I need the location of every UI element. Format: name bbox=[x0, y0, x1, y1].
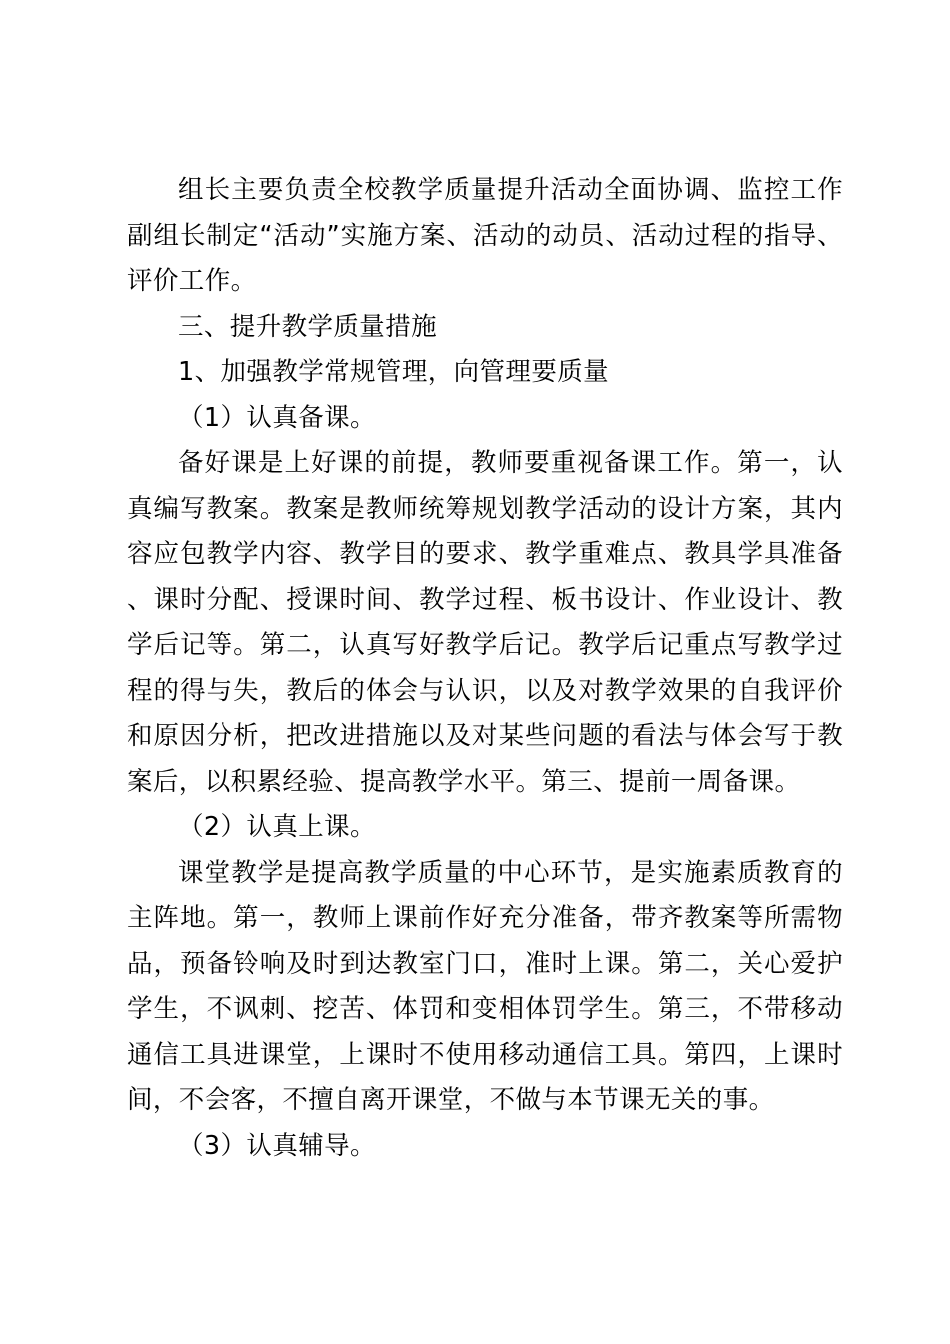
item-heading-teaching: （2）认真上课。 bbox=[178, 812, 376, 842]
paragraph-teaching: 课堂教学是提高教学质量的中心环节，是实施素质教育的主阵地。第一，教师上课前作好充分准备，带齐教案等所需物品，预备铃响及时到达教室门口，准时上课。第二，关心爱护学生，不讽刺、挖苦、体罚和变相体罚学生。第三，不带移动通信工具进课堂，上课时不使用移动通信工具。第四，上课时间，不会客，不擅自离开课堂，不做与本节课无关的事。 bbox=[127, 857, 843, 1115]
paragraph-leadership-duties: 组长主要负责全校教学质量提升活动全面协调、监控工作副组长制定“活动”实施方案、活动的动员、活动过程的指导、评价工作。 bbox=[127, 175, 843, 296]
section-heading-measures: 三、提升教学质量措施 bbox=[178, 311, 438, 342]
item-heading-lesson-preparation: （1）认真备课。 bbox=[178, 402, 376, 433]
paragraph-lesson-preparation: 备好课是上好课的前提，教师要重视备课工作。第一，认真编写教案。教案是教师统筹规划教学活动的设计方案，其内容应包教学内容、教学目的要求、教学重难点、教具学具准备、课时分配、授课时间、教学过程、板书设计、作业设计、教学后记等。第二，认真写好教学后记。教学后记重点写教学过程的得与失，教后的体会与认识，以及对教学效果的自我评价和原因分析，把改进措施以及对某些问题的看法与体会写于教案后，以积累经验、提高教学水平。第三、提前一周备课。 bbox=[127, 448, 843, 797]
document-body bbox=[127, 168, 843, 1169]
item-heading-tutoring: （3）认真辅导。 bbox=[178, 1130, 376, 1161]
subsection-heading-routine-management: 1、加强教学常规管理，向管理要质量 bbox=[178, 357, 610, 387]
